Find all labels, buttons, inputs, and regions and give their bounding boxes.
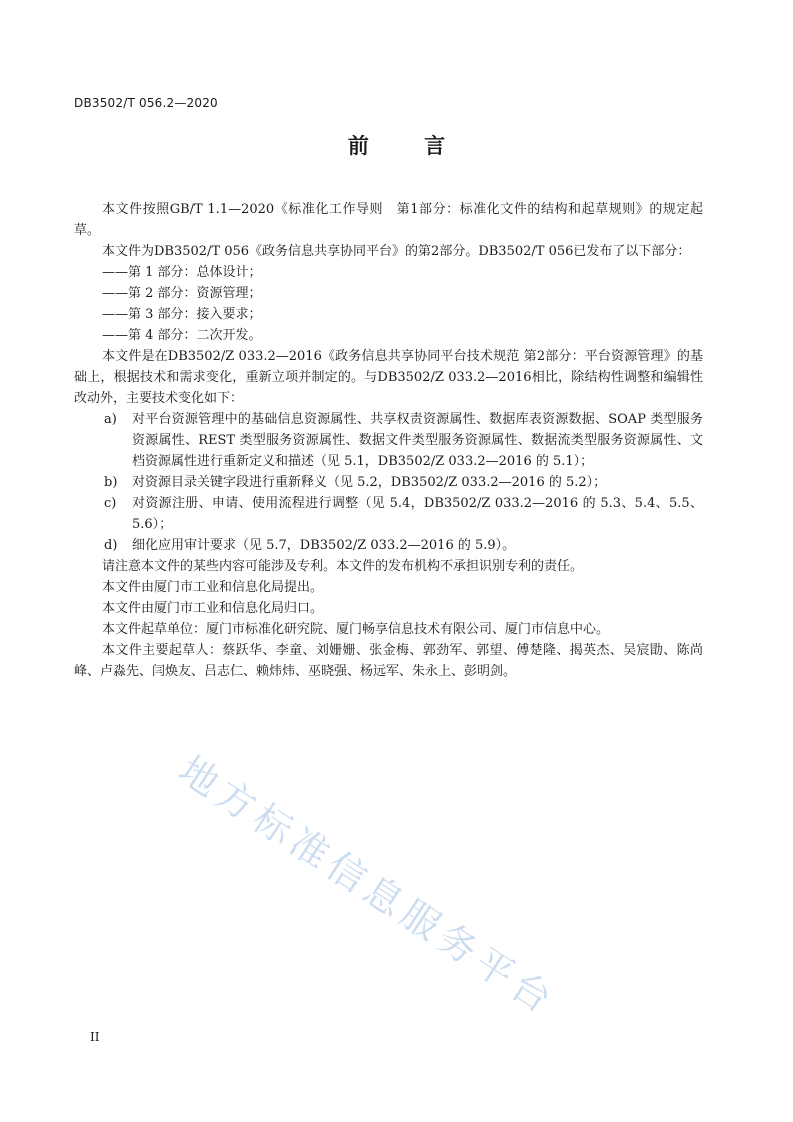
paragraph-drafting-units: 本文件起草单位：厦门市标准化研究院、厦门畅享信息技术有限公司、厦门市信息中心。 [102, 622, 610, 637]
part-list-item: ——第 4 部分：二次开发。 [102, 328, 262, 343]
part-list-item: ——第 2 部分：资源管理； [102, 286, 262, 301]
change-list-item [74, 409, 703, 472]
list-marker: a) [104, 412, 117, 427]
change-list-item [74, 472, 703, 493]
change-text: 对资源目录关键字段进行重新释义（见 5.2，DB3502/Z 033.2—2016 的 5.2）； [132, 475, 607, 490]
paragraph-series-intro: 本文件为DB3502/T 056《政务信息共享协同平台》的第2部分。DB3502/T 056已发布了以下部分： [102, 244, 691, 259]
part-list-item: ——第 3 部分：接入要求； [102, 307, 262, 322]
page-number: II [90, 1030, 100, 1044]
change-list-item [74, 535, 703, 556]
paragraph-administrator: 本文件由厦门市工业和信息化局归口。 [102, 601, 324, 616]
paragraph-proposer: 本文件由厦门市工业和信息化局提出。 [102, 580, 324, 595]
list-marker: d) [104, 538, 118, 553]
document-id: DB3502/T 056.2—2020 [74, 96, 218, 110]
paragraph-drafters: 本文件主要起草人：蔡跃华、李童、刘姗姗、张金梅、郭劲军、郭望、傅楚隆、揭英杰、吴宸勖、陈尚峰、卢淼先、闫焕友、吕志仁、赖炜炜、巫晓强、杨远军、朱永上、彭明剑。 [74, 643, 703, 679]
page-title: 前 言 [347, 134, 470, 158]
foreword-body [74, 199, 703, 682]
change-text: 对平台资源管理中的基础信息资源属性、共享权责资源属性、数据库表资源数据、SOAP 类型服务资源属性、REST 类型服务资源属性、数据文件类型服务资源属性、数据流类型服务资源属性、文档资源属性进行重新定义和描述（见 5.1，DB3502/Z 033.2—2016 的 5.1）； [132, 412, 703, 469]
list-marker: b) [104, 475, 118, 490]
paragraph-patent-notice: 请注意本文件的某些内容可能涉及专利。本文件的发布机构不承担识别专利的责任。 [102, 559, 584, 574]
list-marker: c) [104, 496, 117, 511]
watermark: 地方标准信息服务平台 [171, 747, 565, 1025]
part-list-item: ——第 1 部分：总体设计； [102, 265, 262, 280]
change-text: 细化应用审计要求（见 5.7，DB3502/Z 033.2—2016 的 5.9）。 [132, 538, 516, 553]
change-text: 对资源注册、申请、使用流程进行调整（见 5.4，DB3502/Z 033.2—2016 的 5.3、5.4、5.5、5.6）； [132, 496, 703, 532]
paragraph-drafting-rule: 本文件按照GB/T 1.1—2020《标准化工作导则 第1部分：标准化文件的结构和起草规则》的规定起草。 [74, 202, 703, 238]
paragraph-revision-basis: 本文件是在DB3502/Z 033.2—2016《政务信息共享协同平台技术规范 第2部分：平台资源管理》的基础上，根据技术和需求变化，重新立项并制定的。与DB3502/Z 033.2—2016相比，除结构性调整和编辑性改动外，主要技术变化如下： [74, 349, 703, 406]
change-list-item [74, 493, 703, 535]
